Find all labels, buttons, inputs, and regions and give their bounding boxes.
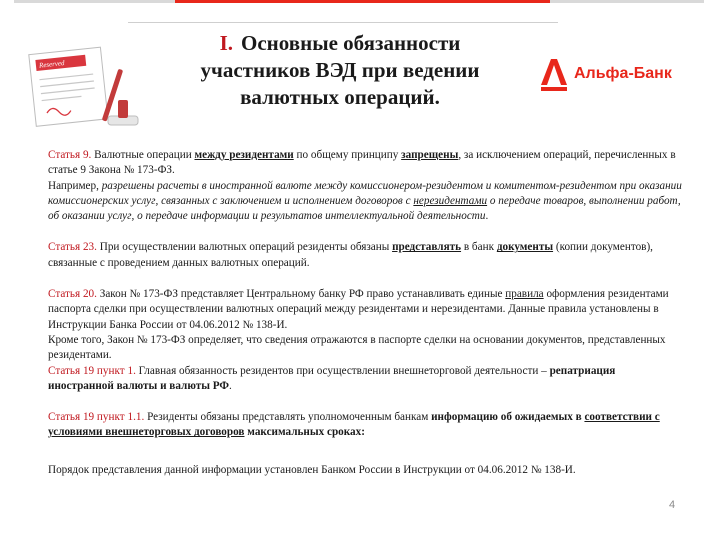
emphasis-submit: представлять [392,241,462,254]
emphasis-between-residents: между резидентами [194,149,294,161]
header-divider [128,22,558,23]
article-19-1-1-label: Статья 19 пункт 1.1. [48,411,145,424]
article-20-label: Статья 20. [48,288,97,301]
alfa-logo-icon [540,57,568,91]
document-clipart-icon [10,28,145,128]
article-19-1-1-paragraph: Статья 19 пункт 1.1. Резиденты обязаны представлять уполномоченным банкам информацию об ожидаемых в соответствии с условиями внешнеторговых договоров максимальных сроках: [48,411,660,439]
emphasis-prohibited: запрещены [401,149,459,161]
article-20-paragraph: Статья 20. Закон № 173-ФЗ представляет Центральному банку РФ право устанавливать единые правила оформления резидентами паспорта сделки при осуществлении валютных операций между резидентами и нерезидентами. Данные правила установлены в Инструкции Банка России от 04.06.2012 № 138-И. [48,288,669,331]
title-number: I. [219,31,234,55]
top-accent-rule [175,0,550,3]
title-line-1: Основные обязанности [241,31,461,55]
emphasis-rules: правила [505,288,544,301]
article-23-paragraph: Статья 23. При осуществлении валютных операций резиденты обязаны представлять в банк документы (копии документов), связанные с проведением данных валютных операций. [48,241,653,269]
article-23-label: Статья 23. [48,241,97,254]
title-line-3: валютных операций. [240,85,440,109]
emphasis-contract-terms: соответствии с условиями внешнеторговых договоров [48,411,660,439]
clipart-stamp-label: Reserved [38,59,65,70]
page-number: 4 [669,499,676,511]
article-9-paragraph: Статья 9. Валютные операции между резидентами по общему принципу запрещены, за исключением операций, перечисленных в статье 9 Закона № 173-ФЗ. [48,149,676,177]
slide-title [150,30,530,111]
article-9-label: Статья 9. [48,149,92,161]
title-line-2: участников ВЭД при ведении [200,58,480,82]
emphasis-nonresidents: нерезидентами [413,194,488,207]
slide-body [48,148,682,478]
article-19-1-label: Статья 19 пункт 1. [48,364,136,377]
emphasis-documents: документы [496,241,554,254]
emphasis-repatriation: репатриация иностранной валюты и валюты РФ [48,364,616,392]
article-19-1-paragraph: Статья 19 пункт 1. Главная обязанность резидентов при осуществлении внешнеторговой деятельности – репатриация иностранной валюты и валюты РФ. [48,364,616,392]
example-paragraph: Например, разрешены расчеты в иностранной валюте между комиссионером-резидентом и комитентом-резидентом при оказании комиссионерских услуг, связанных с заключением и исполнением договоров с нерезидентами о передаче товаров, выполнении работ, об оказании услуг, о передаче информации и результатов интеллектуальной деятельности. [48,179,682,223]
logo-text: Альфа-Банк [574,65,672,82]
alfa-bank-logo [540,56,672,92]
procedure-paragraph: Порядок представления данной информации установлен Банком России в Инструкции от 04.06.2012 № 138-И. [48,463,576,476]
besides-paragraph: Кроме того, Закон № 173-ФЗ определяет, что сведения отражаются в паспорте сделки на основании документов, представленных резидентами. [48,333,666,362]
